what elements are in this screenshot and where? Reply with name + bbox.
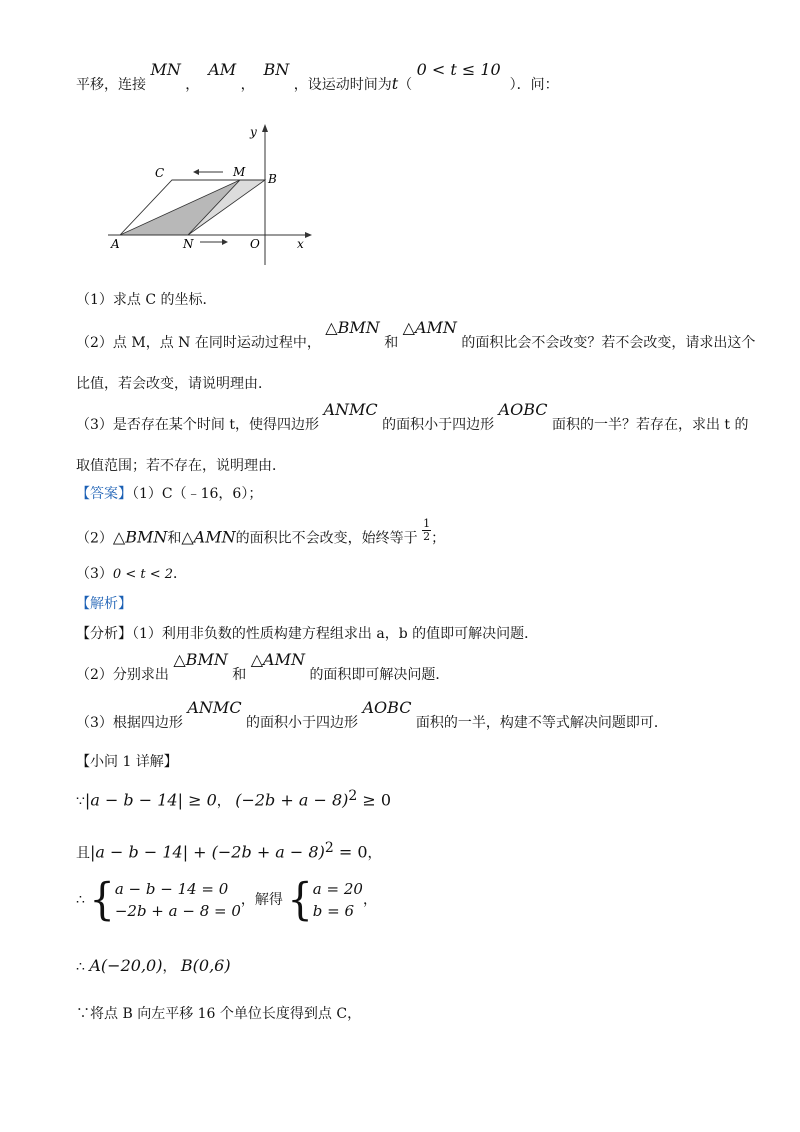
label-a: A — [111, 237, 120, 251]
fraction-one-half — [422, 518, 431, 543]
solve-word: ，解得 — [240, 892, 283, 908]
square-rhs: ≥ 0 — [357, 790, 392, 810]
because-symbol: ∵ — [76, 793, 85, 810]
sum-rhs: = 0 — [333, 842, 368, 862]
q3-text-c: 面积的一半？若存在，求出 t 的 — [551, 417, 749, 433]
answer-3-pre: （3） — [76, 566, 113, 582]
y-axis-arrow-icon — [262, 124, 268, 132]
sum-expression: |a − b − 14| + (−2b + a − 8) — [90, 842, 325, 862]
detail-coords — [76, 956, 231, 977]
equation-system — [115, 878, 241, 922]
because-sep: ， — [216, 793, 231, 810]
p3-quad-aobc: AOBC — [362, 698, 412, 717]
point-b: B(0,6) — [180, 956, 231, 975]
p3-mid: 的面积小于四边形 — [246, 715, 359, 731]
q2-triangle-amn: △AMN — [402, 318, 457, 337]
detail-because-1 — [76, 786, 391, 812]
system-eq-2: −2b + a − 8 = 0 — [114, 902, 241, 920]
coords-therefore: ∴ — [76, 959, 85, 975]
q3-text-b: 的面积小于四边形 — [382, 417, 495, 433]
answer-line-1 — [76, 484, 262, 504]
p3-end: 面积的一半，构建不等式解决问题即可． — [415, 715, 668, 731]
label-o: O — [250, 237, 260, 251]
analysis-tag: 【解析】 — [76, 596, 132, 612]
intro-paren-open: （ — [398, 77, 413, 93]
system-eq-1: a − b − 14 = 0 — [114, 880, 229, 898]
arrow-right-icon — [222, 239, 228, 245]
p2-and: 和 — [232, 667, 247, 683]
detail-system — [76, 874, 377, 928]
segment-am: AM — [208, 60, 237, 79]
left-brace-2: { — [287, 874, 313, 926]
p2-pre: （2）分别求出 — [76, 667, 169, 683]
question-2 — [76, 318, 756, 353]
question-2-cont: 比值，若会改变，请说明理由． — [76, 376, 272, 392]
geometry-figure — [100, 120, 330, 270]
label-n: N — [183, 237, 194, 251]
solution-system — [313, 878, 363, 922]
analysis-p3 — [76, 698, 668, 733]
q2-text-b: 的面积比会不会改变？若不会改变，请求出这个 — [461, 335, 756, 351]
fraction-denominator: 2 — [423, 530, 431, 543]
label-x: x — [297, 237, 304, 251]
p3-pre: （3）根据四边形 — [76, 715, 183, 731]
therefore-symbol: ∴ — [76, 892, 85, 908]
fenxi-tag: 【分析】 — [76, 626, 132, 642]
segment-bn: BN — [263, 60, 290, 79]
label-c: C — [155, 166, 165, 180]
intro-t: t — [391, 74, 399, 93]
solution-b: b = 6 — [312, 902, 355, 920]
question-3 — [76, 400, 749, 435]
intro-suffix: ）．问： — [509, 77, 559, 93]
p2-triangle-amn: △AMN — [250, 650, 305, 669]
analysis-p1-text: （1）利用非负数的性质构建方程组求出 a，b 的值即可解决问题． — [132, 626, 539, 642]
detail-last: ∵将点 B 向左平移 16 个单位长度得到点 C， — [76, 1006, 362, 1022]
analysis-p1 — [76, 624, 538, 644]
answer-2-end: ； — [431, 530, 446, 547]
coords-sep: ， — [162, 959, 177, 975]
intro-middle: ，设运动时间为 — [293, 77, 392, 93]
intro-sep-1: ， — [185, 77, 200, 93]
q2-and: 和 — [384, 335, 399, 351]
answer-2-and: 和 — [167, 530, 182, 547]
intro-prefix: 平移，连接 — [76, 77, 146, 93]
q3-quad-anmc: ANMC — [323, 400, 378, 419]
intro-sep-2: ， — [240, 77, 255, 93]
intro-range: 0 < t ≤ 10 — [416, 60, 501, 79]
arrow-left-icon — [193, 169, 199, 175]
p3-quad-anmc: ANMC — [187, 698, 242, 717]
p2-triangle-bmn: △BMN — [173, 650, 228, 669]
intro-line — [76, 60, 559, 95]
q2-triangle-bmn: △BMN — [325, 318, 380, 337]
x-axis-arrow-icon — [305, 232, 312, 238]
solution-a: a = 20 — [312, 880, 363, 898]
point-a: A(−20,0) — [89, 956, 163, 975]
label-b: B — [268, 172, 277, 186]
answer-2-pre: （2） — [76, 530, 113, 547]
label-y: y — [250, 125, 257, 139]
square-exponent: 2 — [348, 788, 358, 804]
abs-expression: |a − b − 14| ≥ 0 — [84, 790, 217, 810]
detail-tag: 【小问 1 详解】 — [76, 754, 178, 770]
answer-2-mid: 的面积比不会改变，始终等于 — [235, 530, 418, 547]
answer-3-end: ． — [173, 566, 188, 582]
answer-3-range: 0 < t < 2 — [112, 567, 174, 582]
answer-tag: 【答案】 — [76, 486, 132, 502]
question-3-cont: 取值范围；若不存在，说明理由． — [76, 458, 286, 474]
q2-text-a: （2）点 M，点 N 在同时运动过程中， — [76, 335, 321, 351]
square-expression: (−2b + a − 8) — [235, 790, 349, 810]
detail-and — [76, 838, 382, 864]
p2-end: 的面积即可解决问题． — [309, 667, 450, 683]
label-m: M — [233, 165, 246, 179]
system-end: ， — [362, 892, 377, 908]
and-word: 且 — [76, 845, 90, 862]
q3-text-a: （3）是否存在某个时间 t，使得四边形 — [76, 417, 319, 433]
q3-quad-aobc: AOBC — [498, 400, 548, 419]
and-end: ， — [367, 845, 382, 862]
answer-line-3 — [76, 564, 187, 585]
answer-line-2 — [76, 517, 446, 551]
sum-exponent: 2 — [324, 840, 334, 856]
left-brace-1: { — [89, 874, 115, 926]
segment-mn: MN — [150, 60, 181, 79]
question-1: （1）求点 C 的坐标． — [76, 292, 217, 308]
answer-2-triangle-bmn: △BMN — [112, 527, 168, 547]
answer-2-triangle-amn: △AMN — [181, 527, 236, 547]
fraction-numerator: 1 — [423, 517, 431, 530]
analysis-p2 — [76, 650, 450, 685]
answer-1: （1）C（﹣16，6）； — [132, 486, 263, 502]
